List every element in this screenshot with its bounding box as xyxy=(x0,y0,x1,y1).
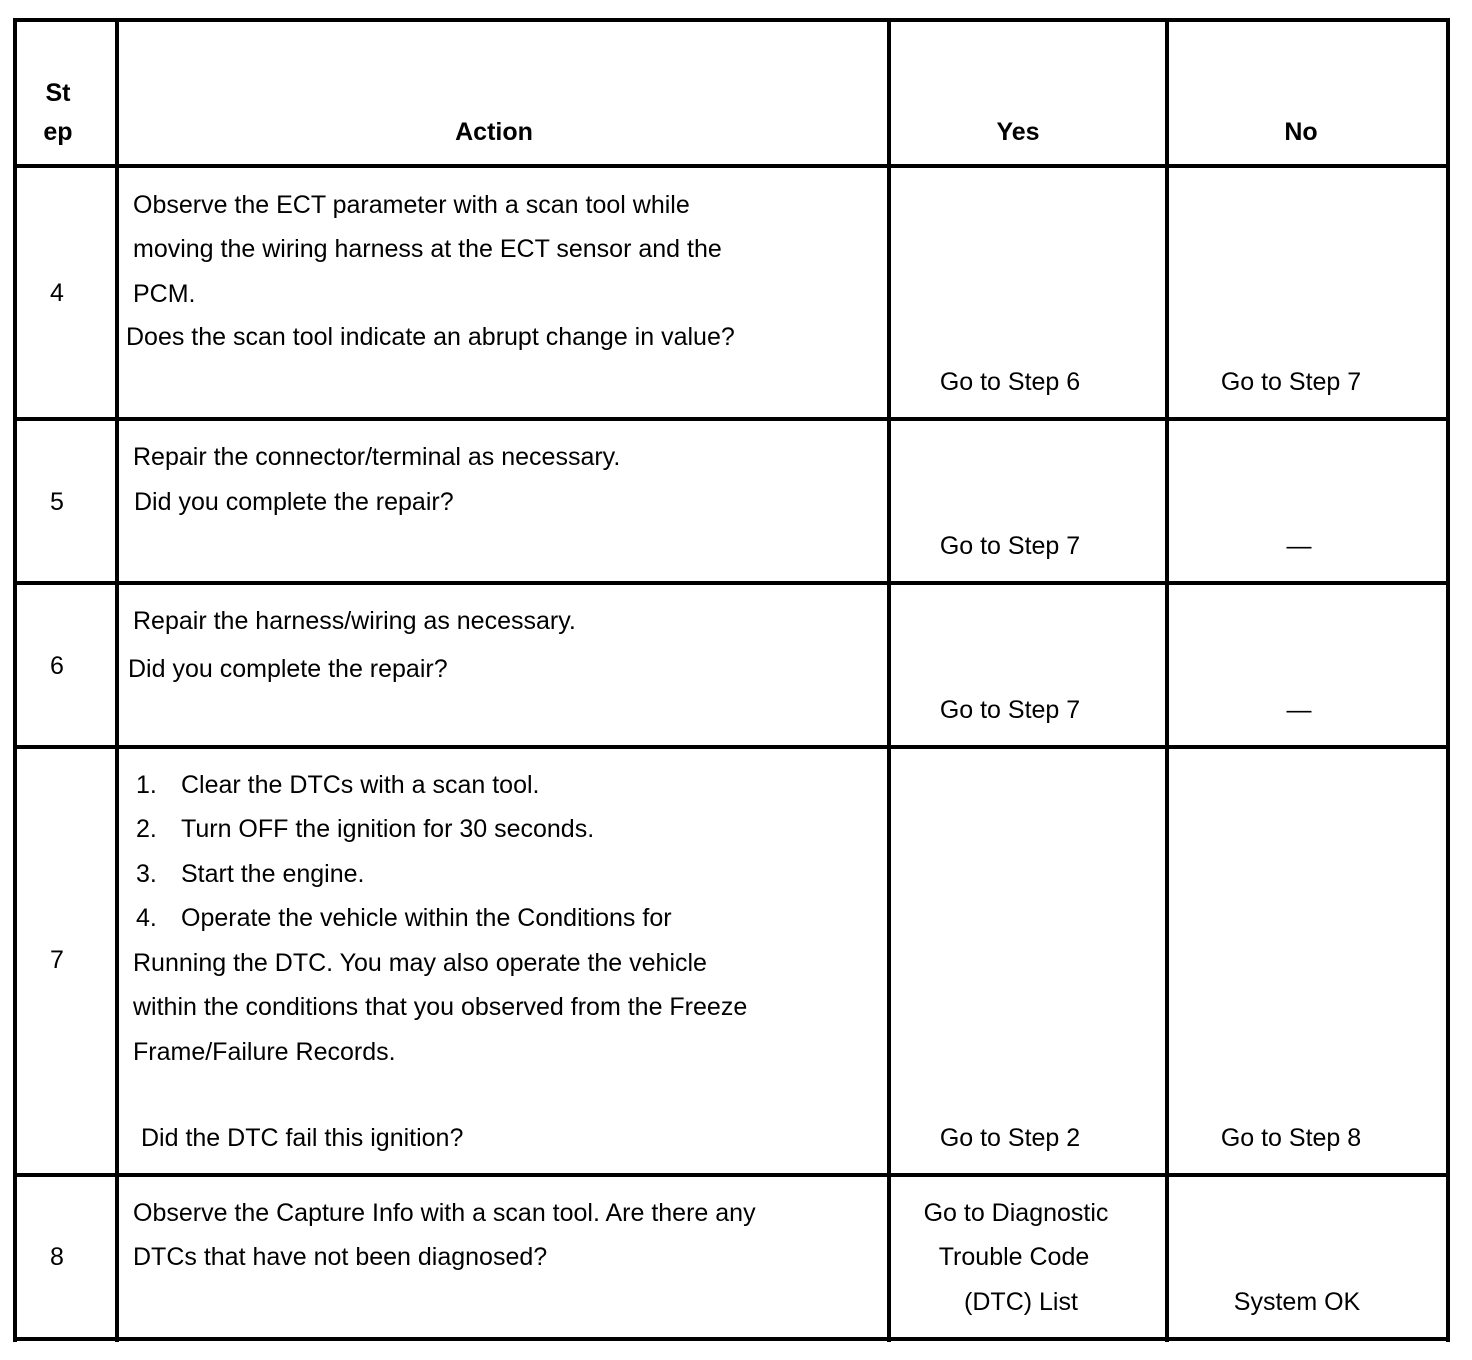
header-no: No xyxy=(1284,118,1318,146)
action-text-line: within the conditions that you observed from the Freeze xyxy=(133,993,748,1021)
list-number: 4. xyxy=(136,904,157,932)
list-number: 3. xyxy=(136,860,157,888)
table-border-right xyxy=(1446,18,1450,1342)
list-item-text: Clear the DTCs with a scan tool. xyxy=(181,771,540,799)
yes-result-line: (DTC) List xyxy=(964,1288,1078,1316)
action-text-line: DTCs that have not been diagnosed? xyxy=(133,1243,548,1271)
column-divider xyxy=(115,18,119,1342)
row-divider xyxy=(13,581,1450,585)
action-text-line: Repair the harness/wiring as necessary. xyxy=(133,607,576,635)
column-divider xyxy=(887,18,891,1342)
action-question: Does the scan tool indicate an abrupt change in value? xyxy=(126,323,735,351)
yes-result: Go to Step 7 xyxy=(939,696,1081,724)
row-divider xyxy=(13,164,1450,168)
list-item-text: Operate the vehicle within the Conditions for xyxy=(181,904,672,932)
table-border-bottom xyxy=(13,1337,1450,1341)
yes-result-line: Trouble Code xyxy=(938,1243,1090,1271)
table-border-left xyxy=(13,18,17,1342)
row-divider xyxy=(13,745,1450,749)
list-item-text: Turn OFF the ignition for 30 seconds. xyxy=(181,815,595,843)
action-text-line: Observe the ECT parameter with a scan tool while xyxy=(133,191,690,219)
step-number: 4 xyxy=(50,279,64,307)
action-question: Did you complete the repair? xyxy=(134,488,454,516)
action-text-line: Repair the connector/terminal as necessary. xyxy=(133,443,621,471)
step-number: 6 xyxy=(50,652,64,680)
step-number: 8 xyxy=(50,1243,64,1271)
yes-result-line: Go to Diagnostic xyxy=(923,1199,1109,1227)
no-result: — xyxy=(1286,532,1312,560)
action-text-line: Running the DTC. You may also operate the vehicle xyxy=(133,949,707,977)
action-question: Did the DTC fail this ignition? xyxy=(141,1124,464,1152)
no-result: System OK xyxy=(1233,1288,1361,1316)
column-divider xyxy=(1165,18,1169,1342)
action-text-line: Observe the Capture Info with a scan tool. Are there any xyxy=(133,1199,756,1227)
row-divider xyxy=(13,1173,1450,1177)
action-text-line: Frame/Failure Records. xyxy=(133,1038,396,1066)
step-number: 7 xyxy=(50,946,64,974)
list-number: 2. xyxy=(136,815,157,843)
header-yes: Yes xyxy=(996,118,1040,146)
list-item-text: Start the engine. xyxy=(181,860,365,888)
header-step-line1: St xyxy=(45,79,71,107)
step-number: 5 xyxy=(50,488,64,516)
header-action: Action xyxy=(455,118,533,146)
header-step-line2: ep xyxy=(43,118,73,146)
no-result: Go to Step 8 xyxy=(1220,1124,1362,1152)
list-number: 1. xyxy=(136,771,157,799)
row-divider xyxy=(13,417,1450,421)
table-border-top xyxy=(13,18,1450,22)
action-text-line: PCM. xyxy=(133,280,196,308)
yes-result: Go to Step 2 xyxy=(939,1124,1081,1152)
no-result: Go to Step 7 xyxy=(1220,368,1362,396)
action-question: Did you complete the repair? xyxy=(128,655,448,683)
yes-result: Go to Step 6 xyxy=(939,368,1081,396)
yes-result: Go to Step 7 xyxy=(939,532,1081,560)
no-result: — xyxy=(1286,696,1312,724)
action-text-line: moving the wiring harness at the ECT sensor and the xyxy=(133,235,722,263)
